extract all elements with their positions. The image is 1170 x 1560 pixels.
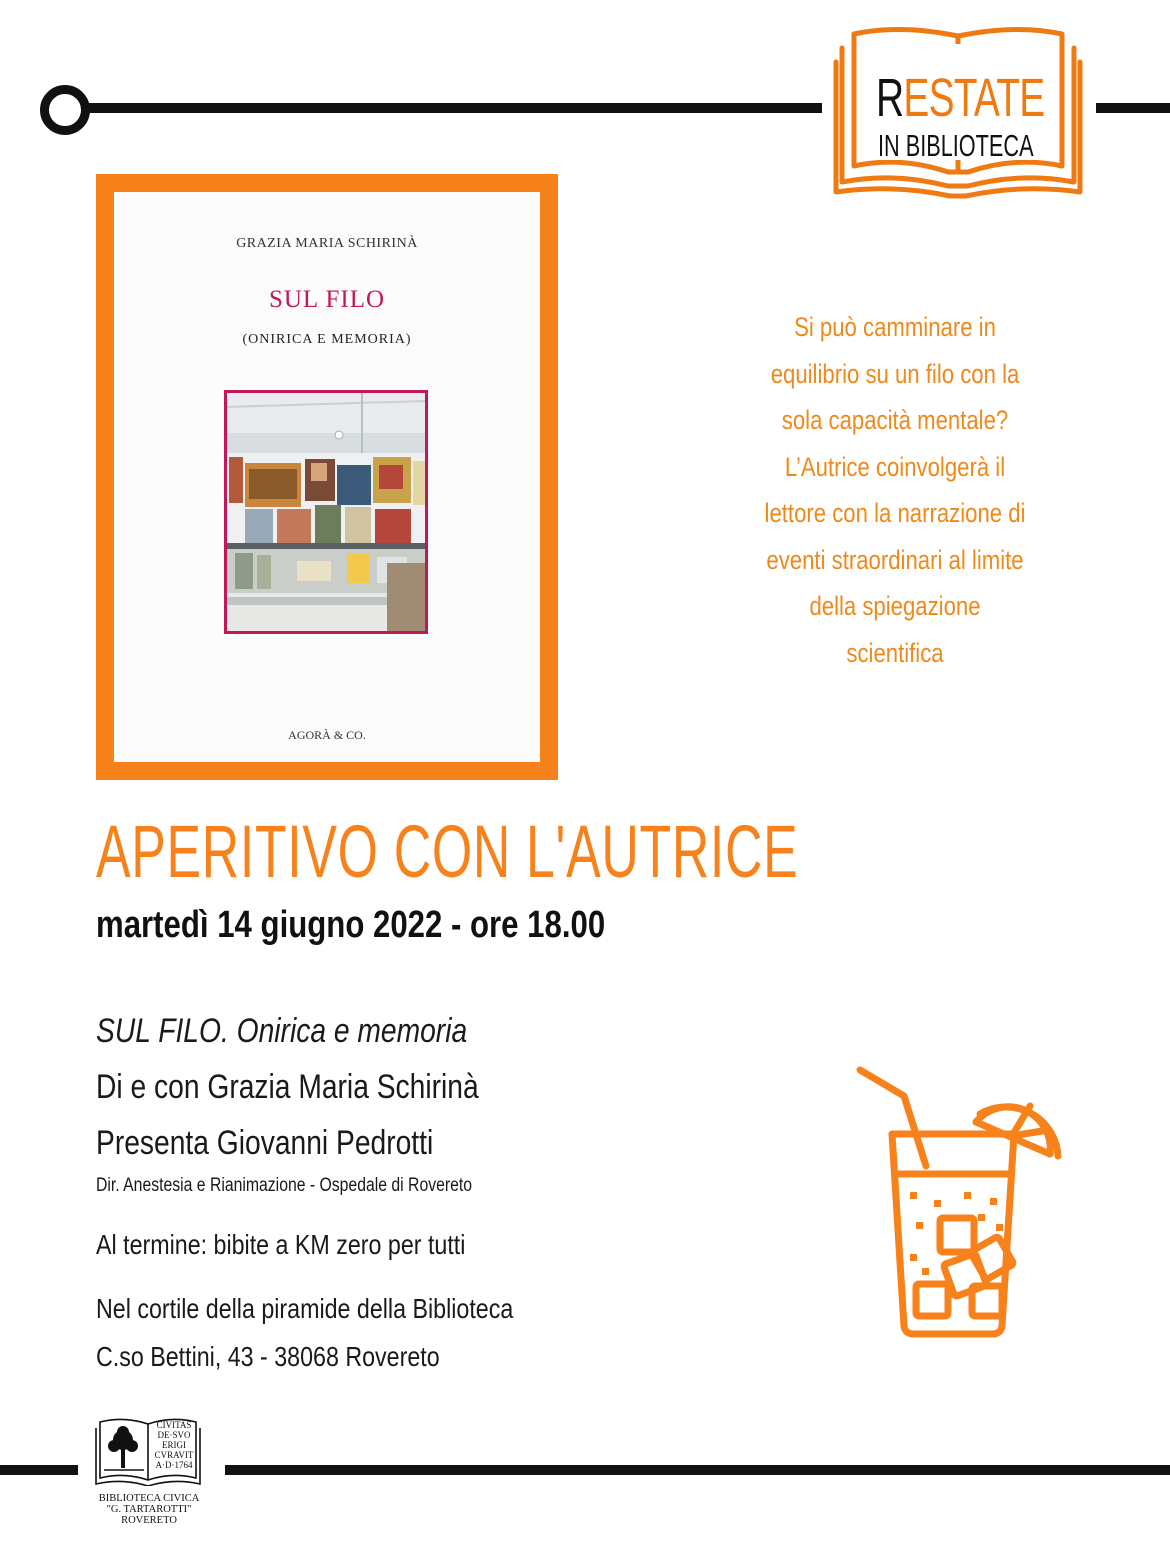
blurb-line: scientifica [846, 637, 944, 668]
blurb-line: L’Autrice coinvolgerà il [784, 451, 1006, 482]
library-motto [148, 1420, 200, 1470]
author-line: Di e con Grazia Maria Schirinà [96, 1068, 479, 1106]
after-event-note: Al termine: bibite a KM zero per tutti [96, 1229, 466, 1260]
book-cover [96, 174, 558, 780]
blurb-line: sola capacità mentale? [781, 405, 1009, 435]
blurb-line: della spiegazione [809, 591, 981, 621]
address-line: C.so Bettini, 43 - 38068 Rovereto [96, 1341, 440, 1372]
drink-glass-icon [852, 1058, 1062, 1342]
logo-subtitle: IN BIBLIOTECA [878, 128, 1034, 163]
logo-word: ESTATE [903, 68, 1045, 128]
motto-line: ERIGI [162, 1440, 186, 1450]
bottom-rule-right [225, 1465, 1170, 1475]
blurb-line: equilibrio su un filo con la [770, 358, 1020, 389]
presenter-line: Presenta Giovanni Pedrotti [96, 1124, 434, 1162]
cover-author: GRAZIA MARIA SCHIRINÀ [236, 236, 418, 251]
event-headline: APERITIVO CON L'AUTRICE [96, 810, 799, 893]
cover-publisher: AGORÀ & CO. [288, 728, 366, 742]
motto-line: CVRAVIT [154, 1450, 194, 1460]
blurb-line: lettore con la narrazione di [764, 498, 1026, 528]
bottom-rule-left [0, 1465, 78, 1475]
top-rule-line-right [1096, 103, 1170, 113]
library-name-quoted: "G. TARTAROTTI" [106, 1504, 192, 1515]
library-city: ROVERETO [121, 1515, 177, 1526]
cover-subtitle: (ONIRICA E MEMORIA) [242, 332, 412, 347]
event-blurb [743, 304, 1046, 676]
restate-logo [830, 22, 1086, 200]
motto-line: CIVITAS [156, 1420, 192, 1430]
top-rule-ring [40, 85, 90, 135]
top-rule-line [88, 103, 822, 113]
cover-photo [224, 390, 428, 634]
venue-line: Nel cortile della piramide della Biblioteca [96, 1293, 514, 1324]
motto-line: DE·SVO [157, 1430, 191, 1440]
book-title-line: SUL FILO. Onirica e memoria [96, 1012, 468, 1050]
library-name: BIBLIOTECA CIVICA [98, 1493, 200, 1504]
presenter-role: Dir. Anestesia e Rianimazione - Ospedale di Rovereto [96, 1175, 473, 1196]
motto-line: A·D·1764 [155, 1460, 193, 1470]
event-date: martedì 14 giugno 2022 - ore 18.00 [96, 904, 606, 946]
cover-title: SUL FILO [268, 286, 386, 313]
logo-initial: R [876, 68, 904, 128]
blurb-line: Si può camminare in [794, 312, 996, 342]
blurb-line: eventi straordinari al limite [766, 544, 1024, 575]
